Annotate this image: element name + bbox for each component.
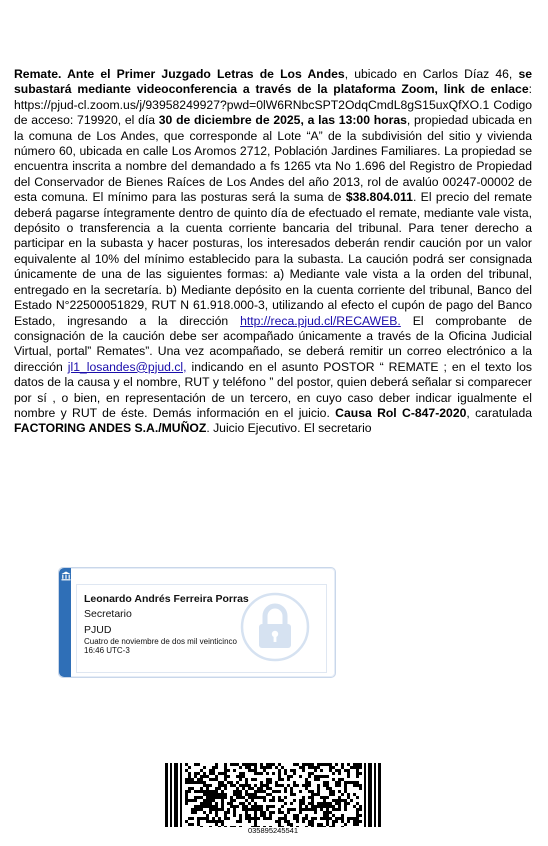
padlock-watermark-icon	[240, 591, 310, 663]
recaweb-link[interactable]: http://reca.pjud.cl/RECAWEB.	[240, 313, 401, 328]
signature-accent-bar	[59, 568, 71, 677]
case-parties: FACTORING ANDES S.A./MUÑOZ	[14, 421, 207, 436]
barcode-number: 035895245541	[247, 826, 299, 835]
notice-text: El comprobante de consignación de la caución debe ser acompañado únicamente a través de la Oficina Judicial Virtual, portal” Remates”. Una vez acompañado, se deberá remitir un correo electrónico a la dirección	[14, 313, 532, 374]
notice-zoom-link: : https://pjud-cl.zoom.us/j/93958249927?pwd=0lW6RNbcSPT2OdqCmdL8gS15uxQfXO.1 Codigo de acceso: 719920, el día	[14, 82, 532, 128]
notice-text: . Juicio Ejecutivo. El secretario	[206, 421, 372, 436]
courthouse-icon	[61, 571, 71, 581]
signature-time: 16:46 UTC-3	[84, 646, 130, 655]
signer-organization: PJUD	[84, 624, 112, 636]
notice-text: , propiedad ubicada en la comuna de Los Andes, que corresponde al Lote “A” de la subdivisión del sitio y vivienda número 60, ubicada en calle Los Aromos 2712, Población Jardines Familiares. La propiedad se encuentra inscrita a nombre del demandado a fs 1265 vta No 1.696 del Registro de Propiedad del Conservador de Bienes Raíces de Los Andes del año 2013, rol de avalúo 00247-00002 de esta comuna. El mínimo para las posturas será la suma de	[14, 113, 532, 205]
electronic-signature	[58, 567, 336, 678]
auction-notice	[14, 67, 532, 437]
notice-minimum-bid: $38.804.011	[345, 190, 413, 205]
notice-heading: Remate. Ante el Primer Juzgado Letras de Los Andes	[14, 67, 345, 81]
case-number: Causa Rol C-847-2020	[335, 405, 467, 420]
signature-date: Cuatro de noviembre de dos mil veinticinco	[84, 637, 237, 646]
notice-videoconference: se subastará mediante videoconferencia a través de la plataforma Zoom, link de enlace	[14, 67, 533, 97]
signature-card	[76, 584, 327, 673]
notice-paragraph	[14, 67, 532, 437]
signer-role: Secretario	[84, 608, 132, 620]
signer-name: Leonardo Andrés Ferreira Porras	[84, 593, 249, 605]
notice-text: indicando en el asunto POSTOR “ REMATE ; en el texto los datos de la causa y el nombre, RUT y teléfono ” del postor, quien deberá señalar si comparecer por sí , o bien, en representación de un tercero, en cuyo caso deber indicar igualmente el nombre y RUT de éste. Demás información en el juicio.	[14, 359, 532, 420]
verification-barcode	[165, 763, 381, 827]
email-link[interactable]: jl1_losandes@pjud.cl,	[67, 359, 187, 374]
notice-text: . El precio del remate deberá pagarse íntegramente dentro de quinto día de efectuado el remate, mediante vale vista, depósito o transferencia a la cuenta corriente bancaria del tribunal. Para tener derecho a participar en la subasta y hacer posturas, los interesados deberán rendir caución por un valor equivalente al 10% del mínimo establecido para la subasta. La caución podrá ser consignada únicamente de una de las siguientes formas: a) Mediante vale vista a la orden del tribunal, entregado en la secretaría. b) Mediante depósito en la cuenta corriente del tribunal, Banco del Estado N°22500051829, RUT N 61.918.000-3, utilizando al efecto el cupón de pago del Banco Estado, ingresando a la dirección	[14, 190, 532, 328]
notice-text: , ubicado en Carlos Díaz 46,	[344, 67, 519, 81]
notice-date: 30 de diciembre de 2025, a las 13:00 horas	[158, 113, 407, 128]
notice-text: , caratulada	[466, 405, 533, 420]
